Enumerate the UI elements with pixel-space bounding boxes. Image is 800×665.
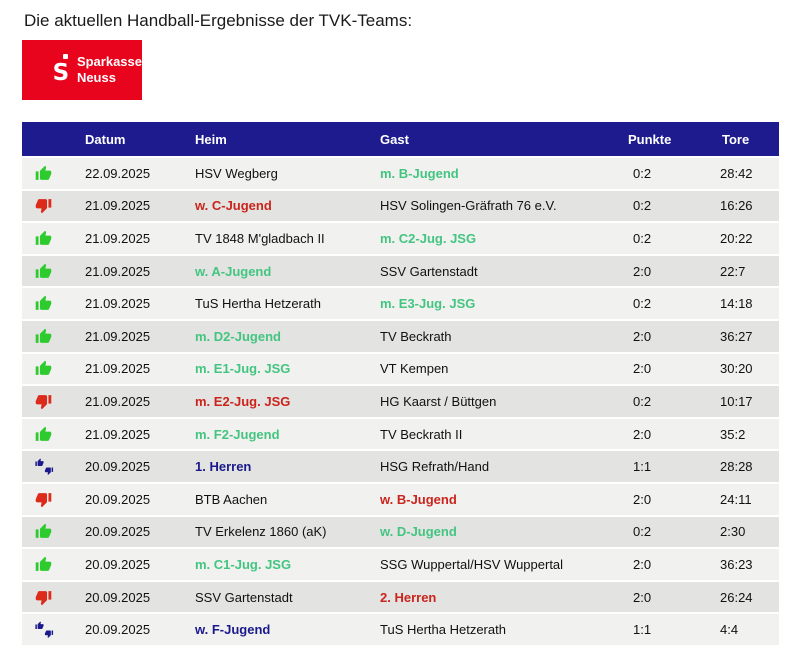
sparkasse-logo[interactable] <box>22 40 142 100</box>
table-body <box>22 158 779 645</box>
row-datum: 21.09.2025 <box>85 296 151 312</box>
result-icon-cell <box>22 393 85 410</box>
row-gast: TV Beckrath II <box>380 426 463 442</box>
row-datum: 21.09.2025 <box>85 328 151 344</box>
row-tore: 24:11 <box>720 491 752 507</box>
row-gast: m. E3-Jug. JSG <box>380 296 476 312</box>
table-row <box>22 321 779 352</box>
table-row <box>22 517 779 548</box>
result-icon-cell <box>22 295 85 312</box>
page-title: Die aktuellen Handball-Ergebnisse der TVK-Teams: <box>24 11 413 30</box>
result-icon-cell <box>22 328 85 345</box>
table-row <box>22 223 779 254</box>
row-gast: w. B-Jugend <box>380 491 457 507</box>
row-heim: SSV Gartenstadt <box>195 589 293 605</box>
row-heim: m. E2-Jug. JSG <box>195 393 291 409</box>
row-punkte: 2:0 <box>633 491 652 507</box>
row-heim: w. C-Jugend <box>195 198 272 214</box>
row-datum: 20.09.2025 <box>85 556 151 572</box>
row-tore: 22:7 <box>720 263 746 279</box>
row-heim: TV Erkelenz 1860 (aK) <box>195 524 327 540</box>
thumbs-up-icon <box>35 165 52 182</box>
row-heim: w. A-Jugend <box>195 263 272 279</box>
thumbs-up-icon <box>35 263 52 280</box>
table-row <box>22 419 779 450</box>
row-punkte: 1:1 <box>633 622 652 638</box>
row-tore: 10:17 <box>720 393 753 409</box>
table-row <box>22 256 779 287</box>
thumbs-up-icon <box>35 328 52 345</box>
row-tore: 26:24 <box>720 589 753 605</box>
row-datum: 20.09.2025 <box>85 622 151 638</box>
row-punkte: 2:0 <box>633 361 652 377</box>
results-table <box>22 122 779 647</box>
row-punkte: 0:2 <box>633 230 652 246</box>
thumbs-up-icon <box>35 426 52 443</box>
row-datum: 21.09.2025 <box>85 230 151 246</box>
row-datum: 20.09.2025 <box>85 524 151 540</box>
thumbs-up-icon <box>35 230 52 247</box>
row-tore: 30:20 <box>720 361 753 377</box>
row-heim: m. E1-Jug. JSG <box>195 361 291 377</box>
row-tore: 36:23 <box>720 556 753 572</box>
thumbs-up-icon <box>35 360 52 377</box>
column-header-tore: Tore <box>722 131 750 147</box>
row-gast: SSG Wuppertal/HSV Wuppertal <box>380 556 564 572</box>
row-heim: m. F2-Jugend <box>195 426 280 442</box>
row-tore: 2:30 <box>720 524 746 540</box>
result-icon-cell <box>22 197 85 214</box>
column-header-punkte: Punkte <box>628 131 672 147</box>
row-datum: 21.09.2025 <box>85 263 151 279</box>
result-icon-cell <box>22 360 85 377</box>
table-row <box>22 191 779 222</box>
row-punkte: 2:0 <box>633 589 652 605</box>
table-row <box>22 288 779 319</box>
column-header-gast: Gast <box>380 131 409 147</box>
row-punkte: 2:0 <box>633 426 652 442</box>
sponsor-text <box>77 54 142 86</box>
row-gast: 2. Herren <box>380 589 437 605</box>
row-datum: 20.09.2025 <box>85 459 151 475</box>
thumbs-up-icon <box>35 523 52 540</box>
row-punkte: 0:2 <box>633 198 652 214</box>
row-tore: 35:2 <box>720 426 746 442</box>
row-datum: 20.09.2025 <box>85 491 151 507</box>
row-tore: 20:22 <box>720 230 753 246</box>
table-row <box>22 549 779 580</box>
table-row <box>22 354 779 385</box>
row-punkte: 0:2 <box>633 393 652 409</box>
row-gast: HG Kaarst / Büttgen <box>380 393 497 409</box>
result-icon-cell <box>22 589 85 606</box>
result-icon-cell <box>22 165 85 182</box>
sparkasse-s-icon <box>52 55 70 85</box>
row-datum: 20.09.2025 <box>85 589 151 605</box>
row-gast: HSG Refrath/Hand <box>380 459 490 475</box>
row-punkte: 0:2 <box>633 296 652 312</box>
thumbs-down-icon <box>35 589 52 606</box>
row-heim: 1. Herren <box>195 459 252 475</box>
row-datum: 21.09.2025 <box>85 198 151 214</box>
table-header <box>22 122 779 156</box>
thumbs-down-icon <box>35 491 52 508</box>
result-icon-cell <box>22 556 85 573</box>
row-datum: 21.09.2025 <box>85 361 151 377</box>
row-tore: 28:42 <box>720 165 753 181</box>
row-punkte: 2:0 <box>633 328 652 344</box>
row-tore: 14:18 <box>720 296 753 312</box>
thumbs-down-icon <box>35 393 52 410</box>
row-punkte: 2:0 <box>633 556 652 572</box>
draw-thumbs-icon <box>35 621 54 639</box>
result-icon-cell <box>22 263 85 280</box>
result-icon-cell <box>22 491 85 508</box>
row-datum: 21.09.2025 <box>85 393 151 409</box>
table-row <box>22 386 779 417</box>
table-row <box>22 451 779 482</box>
table-row <box>22 582 779 613</box>
sponsor-line2: Neuss <box>76 70 116 85</box>
sparkasse-s-letter: S <box>52 60 70 86</box>
row-gast: TuS Hertha Hetzerath <box>380 622 506 638</box>
row-punkte: 0:2 <box>633 524 652 540</box>
row-punkte: 1:1 <box>633 459 652 475</box>
result-icon-cell <box>22 230 85 247</box>
row-punkte: 0:2 <box>633 165 652 181</box>
row-datum: 22.09.2025 <box>85 165 151 181</box>
thumbs-up-icon <box>35 556 52 573</box>
row-gast: VT Kempen <box>380 361 449 377</box>
sponsor-line1: Sparkasse <box>76 54 142 69</box>
row-gast: SSV Gartenstadt <box>380 263 478 279</box>
row-heim: m. C1-Jug. JSG <box>195 556 292 572</box>
row-heim: TuS Hertha Hetzerath <box>195 296 321 312</box>
row-tore: 36:27 <box>720 328 753 344</box>
table-row <box>22 158 779 189</box>
row-heim: TV 1848 M'gladbach II <box>195 230 325 246</box>
thumbs-up-icon <box>35 295 52 312</box>
draw-thumbs-icon <box>35 458 54 476</box>
row-tore: 28:28 <box>720 459 753 475</box>
row-heim: HSV Wegberg <box>195 165 278 181</box>
result-icon-cell <box>22 621 85 639</box>
result-icon-cell <box>22 458 85 476</box>
table-row <box>22 614 779 645</box>
row-gast: HSV Solingen-Gräfrath 76 e.V. <box>380 198 557 214</box>
row-tore: 4:4 <box>720 622 739 638</box>
row-heim: m. D2-Jugend <box>195 328 281 344</box>
row-datum: 21.09.2025 <box>85 426 151 442</box>
row-punkte: 2:0 <box>633 263 652 279</box>
row-heim: BTB Aachen <box>195 491 268 507</box>
row-gast: m. C2-Jug. JSG <box>380 230 477 246</box>
thumbs-down-icon <box>35 197 52 214</box>
row-tore: 16:26 <box>720 198 753 214</box>
column-header-datum: Datum <box>85 131 126 147</box>
row-gast: m. B-Jugend <box>380 165 459 181</box>
table-row <box>22 484 779 515</box>
result-icon-cell <box>22 426 85 443</box>
sparkasse-s-dot <box>63 54 68 59</box>
row-heim: w. F-Jugend <box>195 622 271 638</box>
row-gast: w. D-Jugend <box>380 524 457 540</box>
column-header-heim: Heim <box>195 131 227 147</box>
row-gast: TV Beckrath <box>380 328 452 344</box>
result-icon-cell <box>22 523 85 540</box>
